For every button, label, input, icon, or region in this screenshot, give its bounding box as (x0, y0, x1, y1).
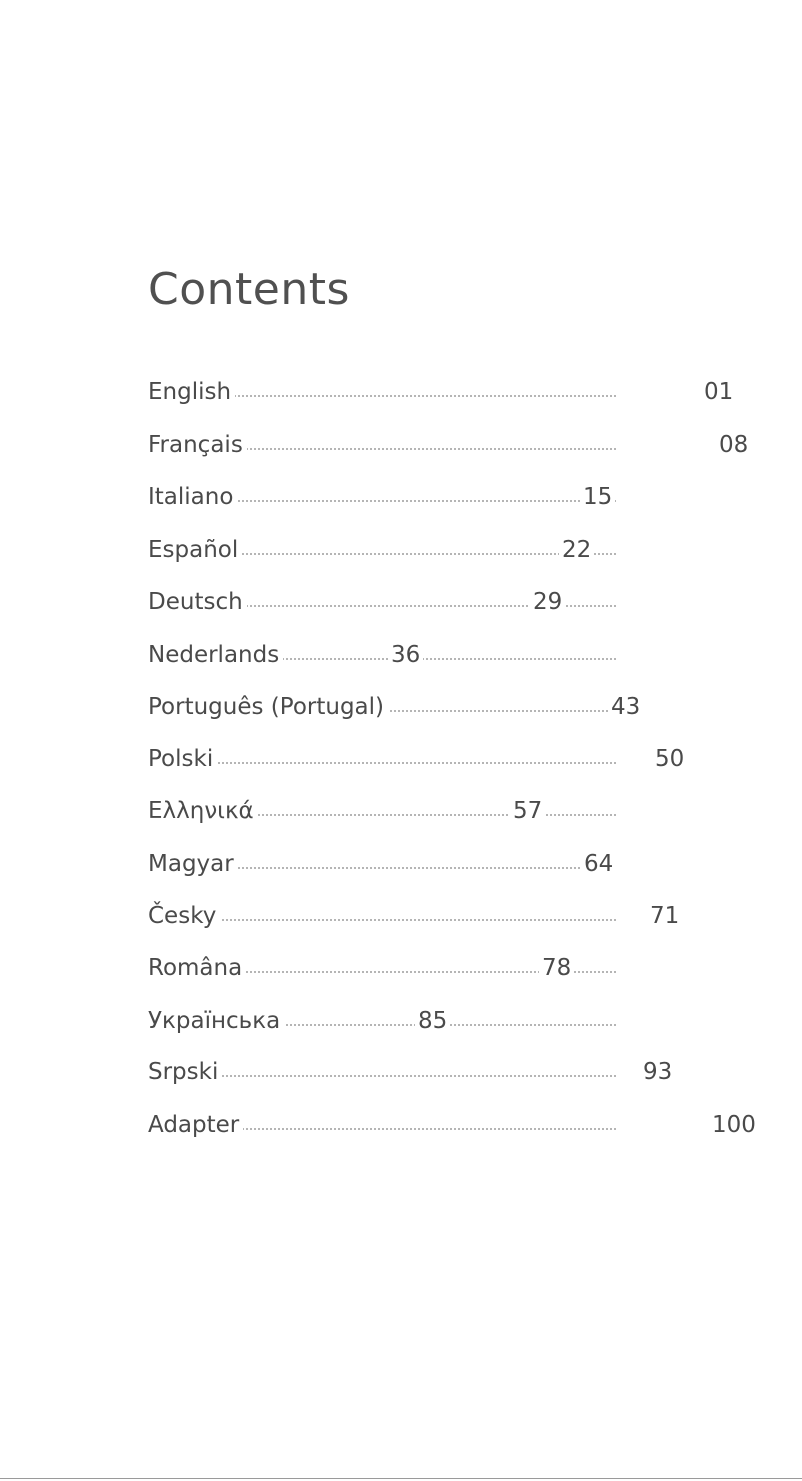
toc-entry-page-number: 36 (388, 640, 423, 670)
toc-entry-label: Polski (148, 744, 217, 774)
toc-entry-portugues[interactable] (0, 692, 802, 722)
toc-entry-page-number: 08 (716, 430, 751, 460)
toc-entry-page-number: 22 (559, 535, 594, 565)
toc-entry-page-number: 78 (539, 953, 574, 983)
toc-entry-label: Italiano (148, 482, 237, 512)
toc-entry-nederlands[interactable] (0, 640, 802, 670)
toc-entry-english[interactable] (0, 377, 802, 407)
toc-entry-page-number: 64 (581, 849, 616, 879)
toc-entry-page-number: 29 (530, 587, 565, 617)
toc-entry-page-number: 100 (709, 1110, 759, 1140)
toc-entry-romana[interactable] (0, 953, 802, 983)
toc-entry-label: Adapter (148, 1110, 243, 1140)
toc-entry-page-number: 57 (510, 796, 545, 826)
toc-entry-label: English (148, 377, 235, 407)
toc-entry-label: Ελληνικά (148, 796, 258, 826)
toc-entry-label: Deutsch (148, 587, 247, 617)
toc-entry-page-number: 15 (580, 482, 615, 512)
toc-entry-label: Româna (148, 953, 246, 983)
toc-entry-label: Česky (148, 901, 220, 931)
toc-entry-label: Українська (148, 1006, 284, 1036)
toc-entry-page-number: 93 (640, 1057, 675, 1087)
toc-entry-page-number: 43 (608, 692, 643, 722)
toc-entry-page-number: 71 (647, 901, 682, 931)
dotted-leader (150, 762, 616, 764)
toc-entry-magyar[interactable] (0, 849, 802, 879)
toc-entry-label: Français (148, 430, 247, 460)
toc-entry-italiano[interactable] (0, 482, 802, 512)
page-title: Contents (148, 264, 350, 315)
page-bottom-rule (0, 1478, 802, 1479)
toc-entry-label: Srpski (148, 1057, 222, 1087)
toc-entry-label: Português (Portugal) (148, 692, 388, 722)
toc-entry-page-number: 50 (652, 744, 687, 774)
toc-entry-adapter[interactable] (0, 1110, 802, 1140)
toc-entry-ellinika[interactable] (0, 796, 802, 826)
toc-entry-label: Nederlands (148, 640, 283, 670)
toc-entry-label: Magyar (148, 849, 238, 879)
toc-entry-deutsch[interactable] (0, 587, 802, 617)
toc-entry-srpski[interactable] (0, 1057, 802, 1087)
toc-entry-francais[interactable] (0, 430, 802, 460)
toc-entry-espanol[interactable] (0, 535, 802, 565)
toc-entry-page-number: 85 (415, 1006, 450, 1036)
toc-entry-page-number: 01 (701, 377, 736, 407)
toc-entry-cesky[interactable] (0, 901, 802, 931)
toc-entry-ukrainska[interactable] (0, 1006, 802, 1036)
toc-entry-label: Español (148, 535, 242, 565)
toc-entry-polski[interactable] (0, 744, 802, 774)
